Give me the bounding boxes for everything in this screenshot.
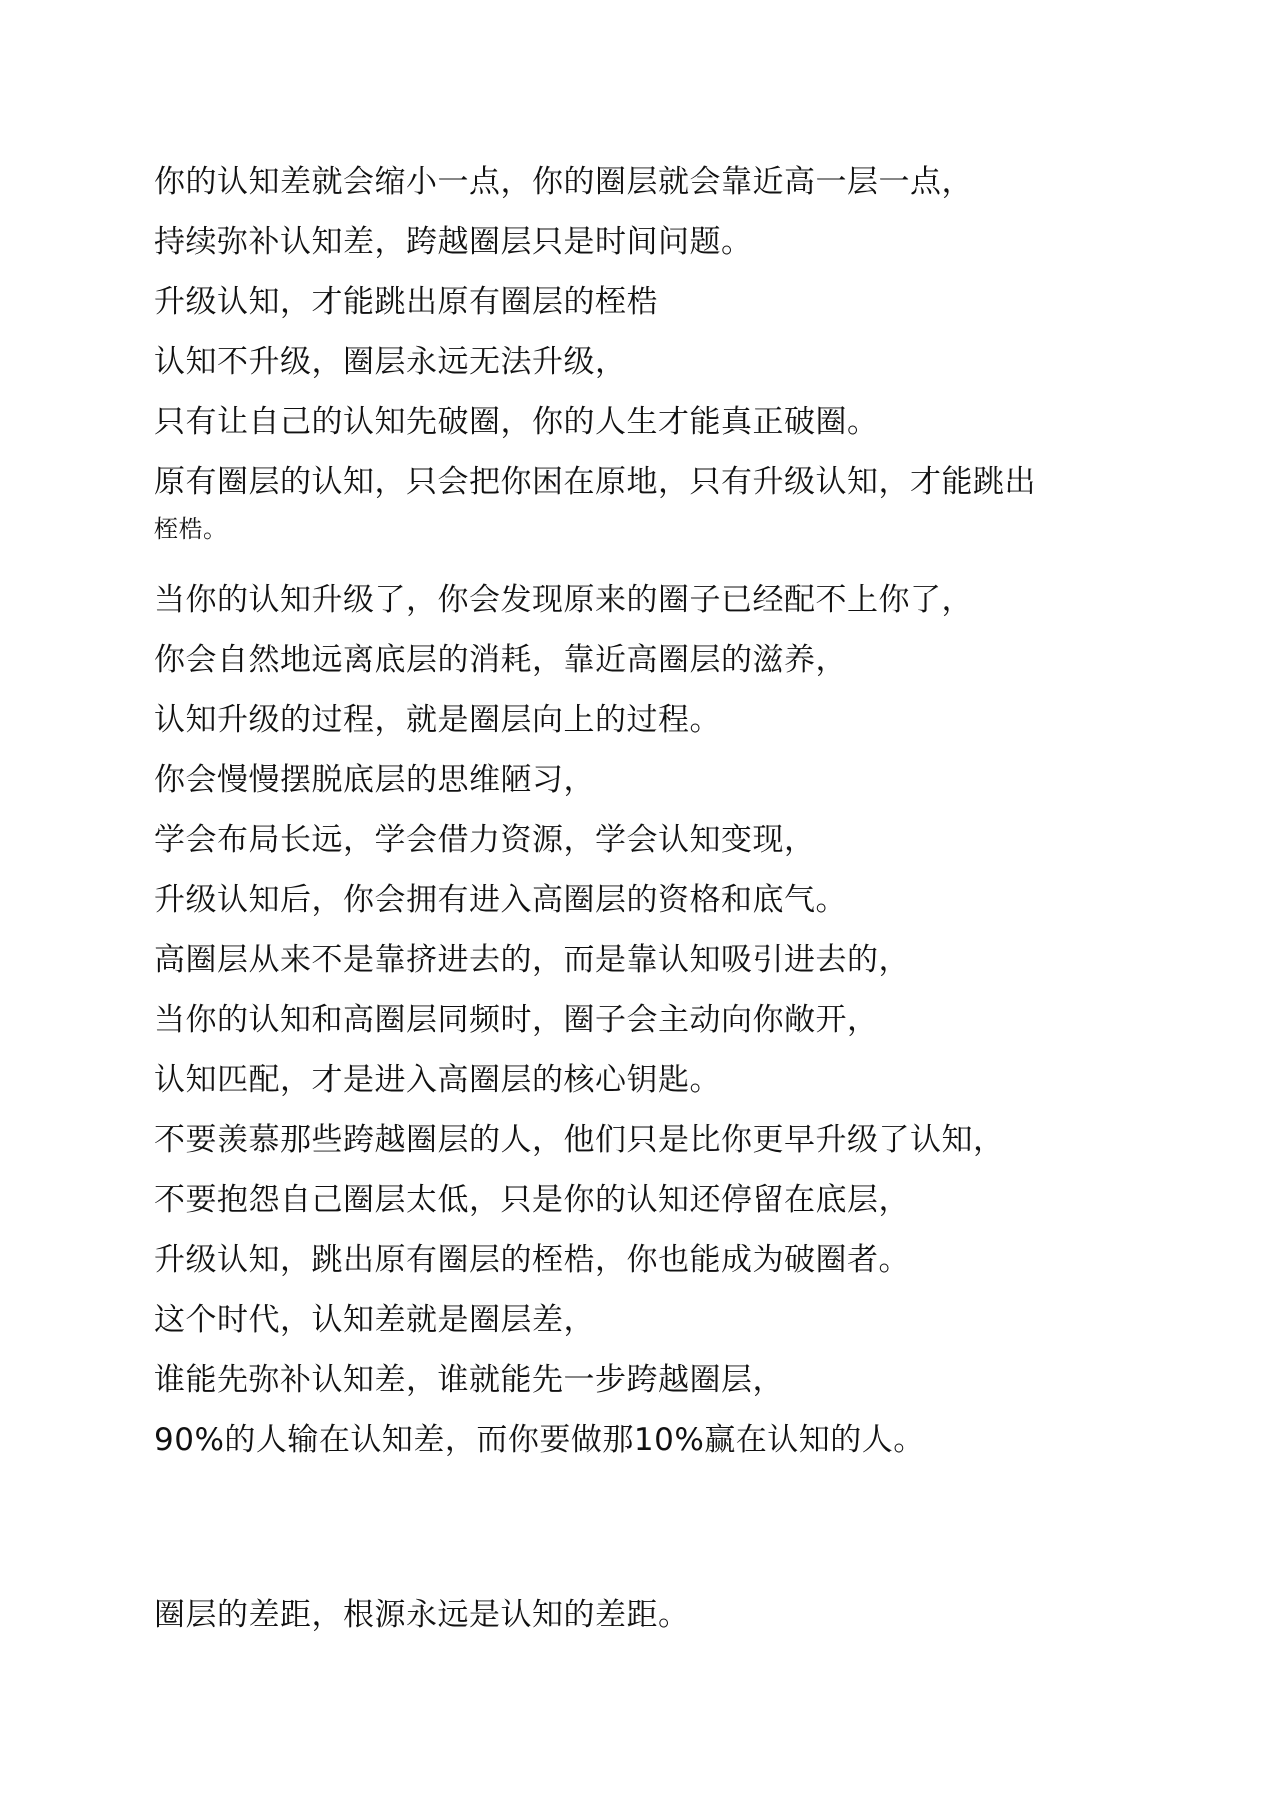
text-line: 当你的认知和高圈层同频时，圈子会主动向你敞开，	[154, 1002, 879, 1038]
text-line: 这个时代，认知差就是圈层差，	[154, 1302, 595, 1338]
text-line: 认知匹配，才是进入高圈层的核心钥匙。	[154, 1062, 721, 1098]
text-line: 不要抱怨自己圈层太低，只是你的认知还停留在底层，	[154, 1182, 910, 1218]
text-line: 升级认知，才能跳出原有圈层的桎梏	[154, 284, 658, 320]
text-line: 认知升级的过程，就是圈层向上的过程。	[154, 702, 721, 738]
text-line: 谁能先弥补认知差，谁就能先一步跨越圈层，	[154, 1362, 784, 1398]
closing-line: 圈层的差距，根源永远是认知的差距。	[154, 1597, 690, 1633]
text-line: 90%的人输在认知差，而你要做那10%赢在认知的人。	[154, 1422, 925, 1458]
text-line: 高圈层从来不是靠挤进去的，而是靠认知吸引进去的，	[154, 942, 910, 978]
text-line: 你的认知差就会缩小一点，你的圈层就会靠近高一层一点，	[154, 164, 973, 200]
text-line: 升级认知后，你会拥有进入高圈层的资格和底气。	[154, 882, 847, 918]
text-line: 升级认知，跳出原有圈层的桎梏，你也能成为破圈者。	[154, 1242, 910, 1278]
text-line: 只有让自己的认知先破圈，你的人生才能真正破圈。	[154, 404, 879, 440]
text-line: 你会慢慢摆脱底层的思维陋习，	[154, 762, 595, 798]
text-line: 不要羡慕那些跨越圈层的人，他们只是比你更早升级了认知，	[154, 1122, 1005, 1158]
body-text	[154, 152, 1154, 1470]
text-line: 你会自然地远离底层的消耗，靠近高圈层的滋养，	[154, 642, 847, 678]
text-line-continuation: 桎梏。	[154, 515, 228, 543]
text-line: 持续弥补认知差，跨越圈层只是时间问题。	[154, 224, 753, 260]
text-line: 学会布局长远，学会借力资源，学会认知变现，	[154, 822, 816, 858]
text-line: 当你的认知升级了，你会发现原来的圈子已经配不上你了，	[154, 582, 973, 618]
text-line: 认知不升级，圈层永远无法升级，	[154, 344, 627, 380]
text-line: 原有圈层的认知，只会把你困在原地，只有升级认知，才能跳出	[154, 464, 1036, 500]
